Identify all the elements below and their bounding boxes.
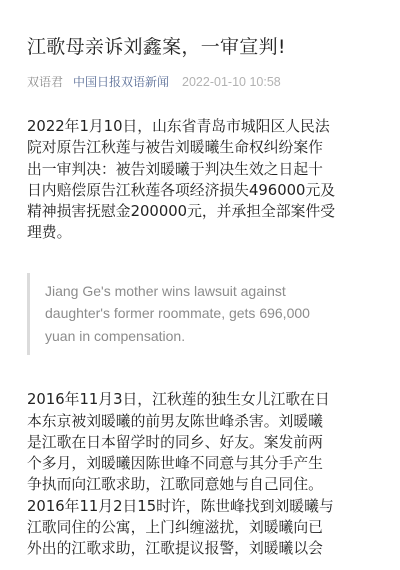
paragraph-line: 2016年11月3日，江秋莲的独生女儿江歌在日 — [27, 391, 330, 409]
quote-line: daughter's former roommate, gets 696,000 — [45, 305, 310, 322]
article-title: 江歌母亲诉刘鑫案，一审宣判! — [27, 36, 286, 58]
article-meta — [27, 74, 370, 90]
paragraph-line: 日内赔偿原告江秋莲各项经济损失496000元及 — [27, 181, 336, 199]
publish-date: 2022-01-10 10:58 — [182, 75, 281, 89]
paragraph-line: 外出的江歌求助，江歌提议报警，刘暖曦以会 — [27, 540, 323, 558]
quote-line: Jiang Ge's mother wins lawsuit against — [45, 282, 286, 299]
paragraph-line: 争执而向江歌求助，江歌同意她与自己同住。 — [27, 476, 323, 494]
paragraph-line: 出一审判决：被告刘暖曦于判决生效之日起十 — [27, 160, 323, 178]
paragraph-line: 理费。 — [27, 224, 72, 242]
article-page — [0, 34, 400, 570]
paragraph-line: 2016年11月2日15时许，陈世峰找到刘暖曦与 — [27, 497, 334, 515]
account-link[interactable]: 中国日报双语新闻 — [73, 75, 170, 89]
paragraph-line: 本东京被刘暖曦的前男友陈世峰杀害。刘暖曦 — [27, 412, 323, 430]
author-name: 双语君 — [27, 75, 64, 89]
article-paragraph-1 — [27, 116, 370, 244]
quote-line: yuan in compensation. — [45, 327, 186, 344]
paragraph-line: 个多月，刘暖曦因陈世峰不同意与其分手产生 — [27, 455, 323, 473]
english-quote-block — [27, 273, 330, 356]
paragraph-line: 江歌同住的公寓，上门纠缠滋扰，刘暖曦向已 — [27, 519, 323, 537]
paragraph-line: 2022年1月10日，山东省青岛市城阳区人民法 — [27, 118, 330, 135]
article-paragraph-2 — [27, 389, 370, 559]
paragraph-line: 院对原告江秋莲与被告刘暖曦生命权纠纷案作 — [27, 139, 323, 157]
paragraph-line: 精神损害抚慰金200000元，并承担全部案件受 — [27, 203, 336, 221]
paragraph-line: 是江歌在日本留学时的同乡、好友。案发前两 — [27, 433, 323, 451]
